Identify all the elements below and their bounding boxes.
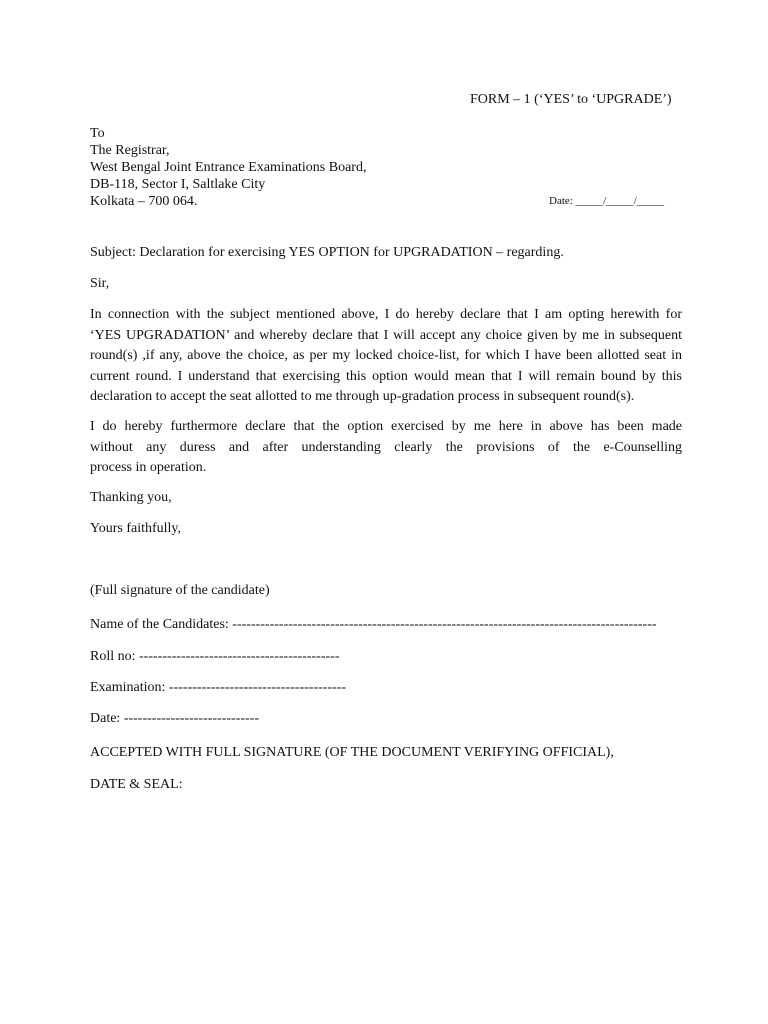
signature-caption: (Full signature of the candidate): [90, 583, 270, 598]
accepted-line: ACCEPTED WITH FULL SIGNATURE (OF THE DOCUMENT VERIFYING OFFICIAL),: [90, 745, 614, 760]
form-title: FORM – 1 (‘YES’ to ‘UPGRADE’): [470, 92, 672, 107]
examination-field: Examination: --------------------------------------: [90, 680, 347, 695]
address-street: DB-118, Sector I, Saltlake City: [90, 177, 266, 192]
subject-line: Subject: Declaration for exercising YES OPTION for UPGRADATION – regarding.: [90, 245, 564, 260]
roll-number-field: Roll no: -------------------------------------------: [90, 649, 340, 664]
paragraph-line: round(s) ,if any, above the choice, as per my locked choice-list, for which I have been allotted seat in: [90, 348, 682, 363]
date-seal-line: DATE & SEAL:: [90, 777, 183, 792]
paragraph-line: ‘YES UPGRADATION’ and whereby declare that I will accept any choice given by me in subsequent: [90, 327, 682, 343]
paragraph-line: I do hereby furthermore declare that the option exercised by me here in above has been made: [90, 419, 682, 434]
address-board: West Bengal Joint Entrance Examinations Board,: [90, 160, 367, 175]
date-field: Date: -----------------------------: [90, 711, 260, 726]
closing-line: Yours faithfully,: [90, 521, 182, 536]
declaration-paragraph-2: [90, 417, 682, 479]
address-registrar: The Registrar,: [90, 143, 170, 158]
address-city: Kolkata – 700 064.: [90, 194, 198, 209]
salutation: Sir,: [90, 276, 110, 291]
paragraph-line: without any duress and after understanding clearly the provisions of the e-Counselling: [90, 439, 682, 455]
declaration-paragraph-1: [90, 305, 682, 408]
paragraph-line: declaration to accept the seat allotted to me through up-gradation process in subsequent round(s).: [90, 389, 635, 404]
date-line: Date: _____/_____/_____: [549, 195, 665, 207]
thanking-line: Thanking you,: [90, 490, 172, 505]
address-to: To: [90, 126, 105, 141]
paragraph-line: In connection with the subject mentioned above, I do hereby declare that I am opting herewith for: [90, 307, 682, 322]
paragraph-line: process in operation.: [90, 460, 207, 475]
paragraph-line: current round. I understand that exercising this option would mean that I will remain bound by this: [90, 368, 682, 384]
candidate-name-field: Name of the Candidates: -------------------------------------------------------------------------------------------: [90, 617, 657, 632]
